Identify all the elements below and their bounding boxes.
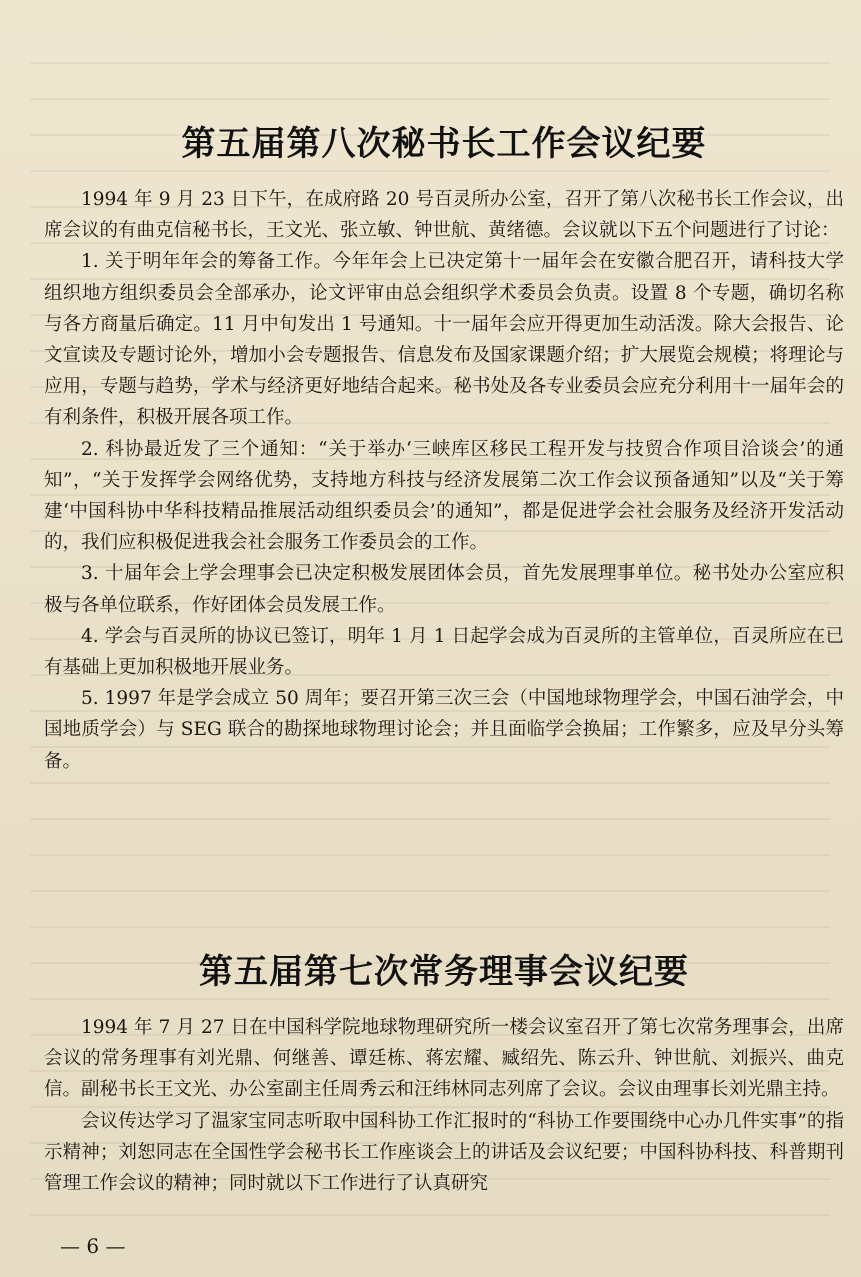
section1-paragraph: 5. 1997 年是学会成立 50 周年；要召开第三次三会（中国地球物理学会，中国石油学会，中国地质学会）与 SEG 联合的勘探地球物理讨论会；并且面临学会换届；工作繁多，应及早分头筹备。: [44, 688, 844, 772]
section1-paragraph: 3. 十届年会上学会理事会已决定积极发展团体会员，首先发展理事单位。秘书处办公室应积极与各单位联系，作好团体会员发展工作。: [44, 563, 844, 616]
section2-body: [44, 1012, 844, 1199]
section2-paragraph: 会议传达学习了温家宝同志听取中国科协工作汇报时的“科协工作要围绕中心办几件实事”的指示精神；刘恕同志在全国性学会秘书长工作座谈会上的讲话及会议纪要；中国科协科技、科普期刊管理工作会议的精神；同时就以下工作进行了认真研究: [44, 1110, 844, 1195]
section1-paragraph: 4. 学会与百灵所的协议已签订，明年 1 月 1 日起学会成为百灵所的主管单位，百灵所应在已有基础上更加积极地开展业务。: [44, 625, 844, 679]
section2-title: 第五届第七次常务理事会议纪要: [199, 952, 689, 992]
section1-body: [44, 184, 844, 777]
section1-paragraph: 1. 关于明年年会的筹备工作。今年年会上已决定第十一届年会在安徽合肥召开，请科技大学组织地方组织委员会全部承办，论文评审由总会组织学术委员会负责。设置 8 个专题，确切名称与各方商量后确定。11 月中旬发出 1 号通知。十一届年会应开得更加生动活泼。除大会报告、论文宣读及专题讨论外，增加小会专题报告、信息发布及国家课题介绍；扩大展览会规模；将理论与应用，专题与趋势，学术与经济更好地结合起来。秘书处及各专业委员会应充分利用十一届年会的有利条件，积极开展各项工作。: [44, 251, 844, 429]
section2-paragraph: 1994 年 7 月 27 日在中国科学院地球物理研究所一楼会议室召开了第七次常务理事会，出席会议的常务理事有刘光鼎、何继善、谭廷栋、蒋宏耀、臧绍先、陈云升、钟世航、刘振兴、曲克信。副秘书长王文光、办公室副主任周秀云和汪纬林同志列席了会议。会议由理事长刘光鼎主持。: [44, 1017, 844, 1101]
section1-paragraph: 2. 科协最近发了三个通知：“关于举办‘三峡库区移民工程开发与技贸合作项目洽谈会’的通知”，“关于发挥学会网络优势，支持地方科技与经济发展第二次工作会议预备通知”以及“关于筹建‘中国科协中华科技精品推展活动组织委员会’的通知”，都是促进学会社会服务及经济开发活动的，我们应积极促进我会社会服务工作委员会的工作。: [44, 438, 844, 554]
section1-paragraph: 1994 年 9 月 23 日下午，在成府路 20 号百灵所办公室，召开了第八次秘书长工作会议，出席会议的有曲克信秘书长，王文光、张立敏、钟世航、黄绪德。会议就以下五个问题进行了讨论：: [44, 189, 844, 242]
page-number: — 6 —: [60, 1234, 126, 1258]
section1-title: 第五届第八次秘书长工作会议纪要: [181, 124, 707, 164]
